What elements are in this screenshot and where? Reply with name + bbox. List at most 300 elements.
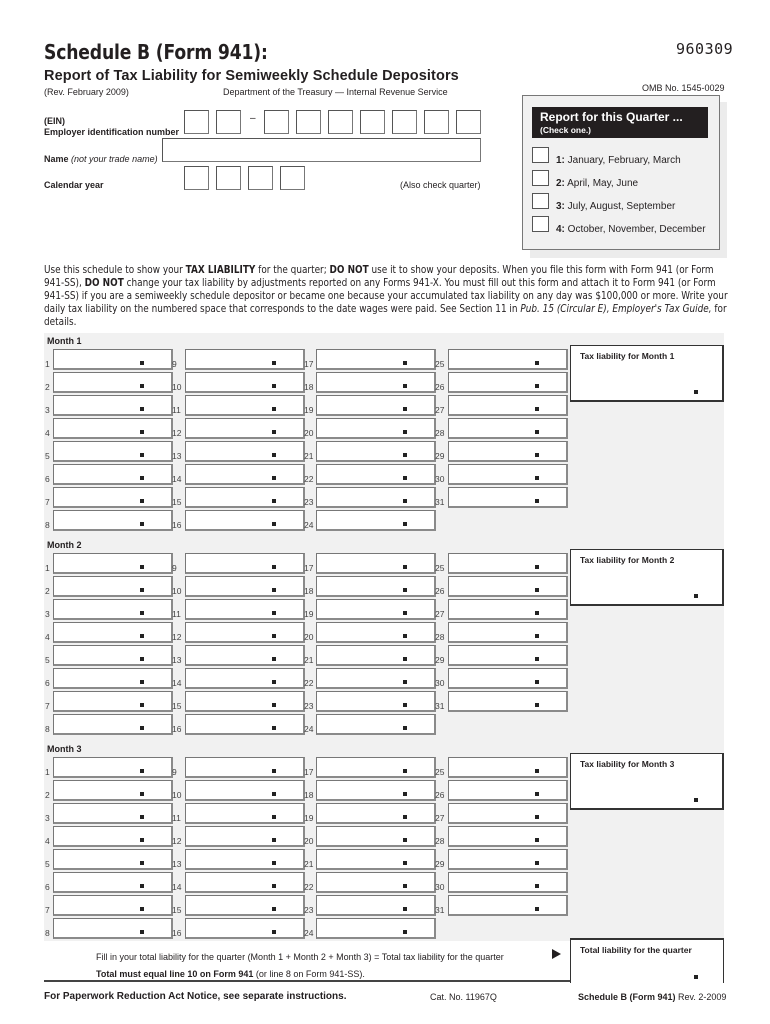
month-2-day-7-field[interactable] [53,691,173,712]
day-number: 19 [304,813,314,823]
decimal-point-icon [535,384,539,388]
month-2-day-22-field[interactable] [316,668,436,689]
ein-digit-5[interactable] [328,110,353,134]
quarter-2-checkbox[interactable] [532,170,549,186]
month-1-label: Month 1 [47,336,82,346]
month-2-day-30-field[interactable] [448,668,568,689]
month-2-day-23-field[interactable] [316,691,436,712]
month-3-day-14-field[interactable] [185,872,305,893]
decimal-point-icon [403,907,407,911]
month-1-day-13-field[interactable] [185,441,305,462]
instr-bold: TAX LIABILITY [185,264,256,276]
day-number: 29 [435,451,445,461]
decimal-point-icon [403,815,407,819]
month-1-day-16-field[interactable] [185,510,305,531]
month-1-liability-label: Tax liability for Month 1 [580,351,675,361]
day-number: 14 [172,882,182,892]
day-number: 19 [304,609,314,619]
day-number: 3 [45,813,50,823]
decimal-point-icon [272,499,276,503]
day-number: 30 [435,678,445,688]
month-3-day-28-field[interactable] [448,826,568,847]
decimal-point-icon [272,907,276,911]
decimal-point-icon [694,390,698,394]
day-number: 26 [435,382,445,392]
decimal-point-icon [403,588,407,592]
day-number: 5 [45,859,50,869]
day-number: 13 [172,451,182,461]
day-number: 5 [45,451,50,461]
day-number: 18 [304,382,314,392]
month-3-day-26-field[interactable] [448,780,568,801]
month-3-day-16-field[interactable] [185,918,305,939]
month-3-day-6-field[interactable] [53,872,173,893]
quarter-3-label [556,201,675,212]
quarter-1-text: January, February, March [564,155,681,166]
month-3-day-22-field[interactable] [316,872,436,893]
day-number: 14 [172,678,182,688]
decimal-point-icon [272,453,276,457]
month-2-day-13-field[interactable] [185,645,305,666]
month-3-day-2-field[interactable] [53,780,173,801]
decimal-point-icon [403,611,407,615]
day-number: 17 [304,563,314,573]
decimal-point-icon [272,884,276,888]
day-number: 9 [172,359,177,369]
quarter-4-num: 4: [556,224,565,235]
decimal-point-icon [403,930,407,934]
day-number: 16 [172,928,182,938]
month-1-day-9-field[interactable] [185,349,305,370]
day-number: 16 [172,724,182,734]
month-3-day-29-field[interactable] [448,849,568,870]
quarter-4-label [556,224,706,235]
day-number: 9 [172,563,177,573]
month-3-day-27-field[interactable] [448,803,568,824]
decimal-point-icon [535,838,539,842]
catalog-number: Cat. No. 11967Q [430,992,497,1002]
month-1-day-6-field[interactable] [53,464,173,485]
month-2-day-10-field[interactable] [185,576,305,597]
decimal-point-icon [140,453,144,457]
month-3-liability-label: Tax liability for Month 3 [580,759,675,769]
month-1-day-28-field[interactable] [448,418,568,439]
month-1-day-24-field[interactable] [316,510,436,531]
quarter-1-checkbox[interactable] [532,147,549,163]
day-number: 25 [435,767,445,777]
year-digit-3[interactable] [248,166,273,190]
decimal-point-icon [272,680,276,684]
month-2-day-16-field[interactable] [185,714,305,735]
month-2-day-18-field[interactable] [316,576,436,597]
day-number: 12 [172,428,182,438]
decimal-point-icon [272,838,276,842]
month-3-day-23-field[interactable] [316,895,436,916]
day-number: 2 [45,586,50,596]
instr-text: Use this schedule to show your [44,264,186,276]
month-3-day-15-field[interactable] [185,895,305,916]
decimal-point-icon [140,611,144,615]
decimal-point-icon [272,430,276,434]
month-1-day-31-field[interactable] [448,487,568,508]
decimal-point-icon [403,657,407,661]
decimal-point-icon [272,407,276,411]
month-1-day-29-field[interactable] [448,441,568,462]
month-2-day-15-field[interactable] [185,691,305,712]
instr-text: for details. [44,303,727,328]
month-2-label: Month 2 [47,540,82,550]
decimal-point-icon [140,907,144,911]
decimal-point-icon [272,611,276,615]
day-number: 14 [172,474,182,484]
month-2-day-27-field[interactable] [448,599,568,620]
month-3-day-12-field[interactable] [185,826,305,847]
month-2-day-26-field[interactable] [448,576,568,597]
day-number: 1 [45,767,50,777]
month-1-day-21-field[interactable] [316,441,436,462]
quarter-heading-sub: (Check one.) [540,125,592,135]
decimal-point-icon [403,361,407,365]
month-3-day-21-field[interactable] [316,849,436,870]
total-instruction: Fill in your total liability for the quarter (Month 1 + Month 2 + Month 3) = Total tax liability for the quarter [96,952,504,962]
month-2-day-20-field[interactable] [316,622,436,643]
ein-label-long: Employer identification number [44,127,180,137]
day-number: 29 [435,655,445,665]
month-1-day-23-field[interactable] [316,487,436,508]
day-number: 22 [304,678,314,688]
month-3-day-4-field[interactable] [53,826,173,847]
ein-digit-9[interactable] [456,110,481,134]
year-digit-2[interactable] [216,166,241,190]
decimal-point-icon [140,769,144,773]
day-number: 9 [172,767,177,777]
month-1-day-8-field[interactable] [53,510,173,531]
month-3-day-25-field[interactable] [448,757,568,778]
ein-digit-3[interactable] [264,110,289,134]
decimal-point-icon [272,792,276,796]
decimal-point-icon [140,499,144,503]
omb-number: OMB No. 1545-0029 [642,83,725,93]
day-number: 22 [304,882,314,892]
month-1-day-27-field[interactable] [448,395,568,416]
decimal-point-icon [140,703,144,707]
day-number: 11 [172,813,181,823]
day-number: 27 [435,405,445,415]
also-check-quarter-note: (Also check quarter) [400,180,481,190]
month-1-day-15-field[interactable] [185,487,305,508]
month-3-day-20-field[interactable] [316,826,436,847]
day-number: 8 [45,520,50,530]
month-3-day-30-field[interactable] [448,872,568,893]
month-3-day-24-field[interactable] [316,918,436,939]
month-2-day-6-field[interactable] [53,668,173,689]
decimal-point-icon [140,588,144,592]
day-number: 21 [304,859,314,869]
decimal-point-icon [140,930,144,934]
day-number: 8 [45,928,50,938]
decimal-point-icon [272,861,276,865]
day-number: 28 [435,632,445,642]
month-1-day-12-field[interactable] [185,418,305,439]
month-3-day-8-field[interactable] [53,918,173,939]
month-2-day-29-field[interactable] [448,645,568,666]
decimal-point-icon [140,565,144,569]
day-number: 12 [172,836,182,846]
name-field[interactable] [162,138,481,162]
decimal-point-icon [535,680,539,684]
decimal-point-icon [403,703,407,707]
decimal-point-icon [403,522,407,526]
month-3-day-13-field[interactable] [185,849,305,870]
month-3-day-1-field[interactable] [53,757,173,778]
month-2-liability-label: Tax liability for Month 2 [580,555,675,565]
month-1-day-22-field[interactable] [316,464,436,485]
day-number: 16 [172,520,182,530]
decimal-point-icon [403,430,407,434]
decimal-point-icon [535,476,539,480]
day-number: 20 [304,836,314,846]
month-1-liability-field[interactable] [570,345,724,402]
decimal-point-icon [140,726,144,730]
form-footer-id [578,992,726,1002]
month-2-day-21-field[interactable] [316,645,436,666]
month-1-day-3-field[interactable] [53,395,173,416]
total-liability-field[interactable] [570,938,724,983]
month-1-day-18-field[interactable] [316,372,436,393]
day-number: 27 [435,813,445,823]
ein-digit-7[interactable] [392,110,417,134]
decimal-point-icon [140,361,144,365]
day-number: 27 [435,609,445,619]
decimal-point-icon [272,815,276,819]
decimal-point-icon [272,384,276,388]
decimal-point-icon [535,861,539,865]
month-2-liability-field[interactable] [570,549,724,606]
day-number: 30 [435,474,445,484]
day-number: 30 [435,882,445,892]
month-2-day-5-field[interactable] [53,645,173,666]
decimal-point-icon [140,838,144,842]
month-2-day-24-field[interactable] [316,714,436,735]
day-number: 1 [45,563,50,573]
decimal-point-icon [272,769,276,773]
decimal-point-icon [403,499,407,503]
day-number: 7 [45,701,50,711]
day-number: 19 [304,405,314,415]
month-2-day-11-field[interactable] [185,599,305,620]
month-2-day-19-field[interactable] [316,599,436,620]
day-number: 10 [172,382,182,392]
decimal-point-icon [694,594,698,598]
decimal-point-icon [694,798,698,802]
month-1-day-19-field[interactable] [316,395,436,416]
day-number: 24 [304,724,314,734]
decimal-point-icon [272,657,276,661]
instr-bold: DO NOT [84,277,124,289]
month-3-day-19-field[interactable] [316,803,436,824]
quarter-1-label [556,155,681,166]
month-3-day-18-field[interactable] [316,780,436,801]
day-number: 4 [45,428,50,438]
quarter-4-text: October, November, December [564,224,706,235]
instr-text: change your tax liability by adjustments reported on any Forms 941-X. You must fill out this form and attach it to Form 941 (or Form 941-SS) if you are a semiweekly schedule depositor or became one because your accumulated tax liability on any day was $100,000 or more. Write your daily tax liability on the numbered space that corresponds to the date wages were paid. See Section 11 in [44,277,728,315]
quarter-heading [532,107,708,138]
day-number: 12 [172,632,182,642]
ein-digit-6[interactable] [360,110,385,134]
day-number: 23 [304,701,314,711]
decimal-point-icon [272,361,276,365]
decimal-point-icon [535,611,539,615]
month-3-day-7-field[interactable] [53,895,173,916]
day-number: 10 [172,586,182,596]
form-subtitle: Report of Tax Liability for Semiweekly Schedule Depositors [44,68,459,84]
year-digit-1[interactable] [184,166,209,190]
day-number: 31 [435,701,445,711]
month-3-day-5-field[interactable] [53,849,173,870]
instructions-paragraph [44,264,731,329]
month-2-day-28-field[interactable] [448,622,568,643]
month-3-day-31-field[interactable] [448,895,568,916]
month-2-day-25-field[interactable] [448,553,568,574]
month-1-day-17-field[interactable] [316,349,436,370]
ein-digit-2[interactable] [216,110,241,134]
decimal-point-icon [535,703,539,707]
month-1-day-2-field[interactable] [53,372,173,393]
decimal-point-icon [140,680,144,684]
month-2-day-2-field[interactable] [53,576,173,597]
decimal-point-icon [272,565,276,569]
day-number: 18 [304,586,314,596]
name-label-text: Name [44,154,69,164]
month-1-day-7-field[interactable] [53,487,173,508]
day-number: 4 [45,836,50,846]
day-number: 25 [435,359,445,369]
day-number: 23 [304,905,314,915]
month-1-day-11-field[interactable] [185,395,305,416]
day-number: 25 [435,563,445,573]
form-title: Schedule B (Form 941): [44,40,268,64]
month-3-day-10-field[interactable] [185,780,305,801]
day-number: 11 [172,609,181,619]
decimal-point-icon [535,453,539,457]
day-number: 3 [45,609,50,619]
decimal-point-icon [140,522,144,526]
month-1-day-30-field[interactable] [448,464,568,485]
decimal-point-icon [535,499,539,503]
instr-text: use it to show your deposits. When you file this form with Form 941 (or Form 941-SS), [44,264,714,289]
month-2-day-17-field[interactable] [316,553,436,574]
month-2-day-31-field[interactable] [448,691,568,712]
decimal-point-icon [535,907,539,911]
day-number: 22 [304,474,314,484]
decimal-point-icon [272,476,276,480]
decimal-point-icon [403,565,407,569]
month-2-day-1-field[interactable] [53,553,173,574]
day-number: 2 [45,790,50,800]
decimal-point-icon [272,588,276,592]
day-number: 7 [45,905,50,915]
month-2-day-4-field[interactable] [53,622,173,643]
month-1-day-26-field[interactable] [448,372,568,393]
month-1-day-25-field[interactable] [448,349,568,370]
month-2-day-9-field[interactable] [185,553,305,574]
instr-pub-reference: Pub. 15 (Circular E), Employer's Tax Guide, [520,303,712,315]
decimal-point-icon [140,815,144,819]
paperwork-notice: For Paperwork Reduction Act Notice, see separate instructions. [44,991,347,1002]
decimal-point-icon [535,769,539,773]
month-2-day-12-field[interactable] [185,622,305,643]
decimal-point-icon [403,726,407,730]
month-3-day-11-field[interactable] [185,803,305,824]
day-number: 11 [172,405,181,415]
decimal-point-icon [403,407,407,411]
year-digit-4[interactable] [280,166,305,190]
day-number: 10 [172,790,182,800]
decimal-point-icon [140,657,144,661]
decimal-point-icon [535,884,539,888]
month-2-day-3-field[interactable] [53,599,173,620]
month-1-day-20-field[interactable] [316,418,436,439]
quarter-4-checkbox[interactable] [532,216,549,232]
total-must-equal [96,969,365,979]
day-number: 28 [435,836,445,846]
day-number: 26 [435,586,445,596]
month-2-day-14-field[interactable] [185,668,305,689]
day-number: 17 [304,359,314,369]
month-3-liability-field[interactable] [570,753,724,810]
decimal-point-icon [694,975,698,979]
month-3-day-3-field[interactable] [53,803,173,824]
month-2-day-8-field[interactable] [53,714,173,735]
calendar-year-label: Calendar year [44,180,104,190]
decimal-point-icon [272,930,276,934]
revision-date: (Rev. February 2009) [44,87,129,97]
ein-digit-8[interactable] [424,110,449,134]
day-number: 8 [45,724,50,734]
ein-dash: – [250,113,256,124]
quarter-3-checkbox[interactable] [532,193,549,209]
month-1-day-1-field[interactable] [53,349,173,370]
day-number: 24 [304,520,314,530]
arrow-right-icon [552,949,561,959]
quarter-2-text: April, May, June [564,178,639,189]
ein-digit-4[interactable] [296,110,321,134]
name-label [44,154,158,165]
decimal-point-icon [535,588,539,592]
day-number: 31 [435,905,445,915]
day-number: 13 [172,655,182,665]
day-number: 17 [304,767,314,777]
month-1-day-10-field[interactable] [185,372,305,393]
month-1-day-5-field[interactable] [53,441,173,462]
day-number: 13 [172,859,182,869]
ein-digit-1[interactable] [184,110,209,134]
month-1-day-14-field[interactable] [185,464,305,485]
quarter-3-num: 3: [556,201,565,212]
ein-label-short: (EIN) [44,116,65,126]
decimal-point-icon [140,634,144,638]
month-3-day-9-field[interactable] [185,757,305,778]
day-number: 15 [172,497,182,507]
decimal-point-icon [140,384,144,388]
month-3-day-17-field[interactable] [316,757,436,778]
decimal-point-icon [272,522,276,526]
day-number: 21 [304,451,314,461]
instr-bold: DO NOT [329,264,369,276]
month-1-day-4-field[interactable] [53,418,173,439]
decimal-point-icon [140,407,144,411]
decimal-point-icon [535,407,539,411]
